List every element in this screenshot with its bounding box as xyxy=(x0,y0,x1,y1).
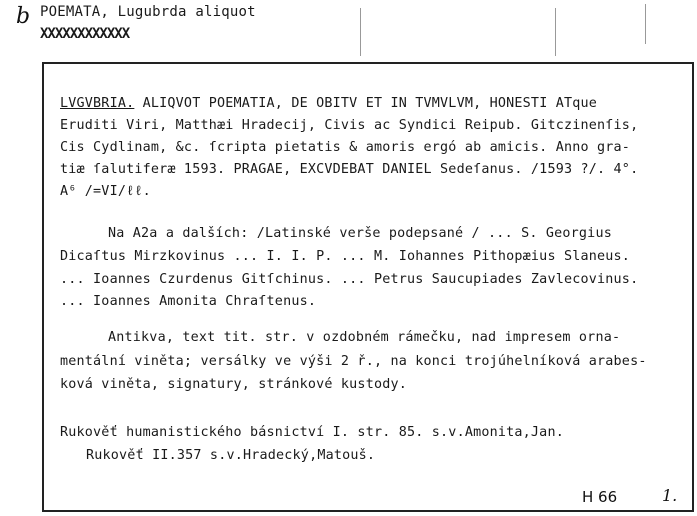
para2-line-2: Dicaſtus Mirzkovinus ... I. I. P. ... M. Iohannes Pithopæius Slaneus. xyxy=(60,249,631,264)
left-border xyxy=(42,62,44,512)
para2-line-1: Na A2a a dalších: /Latinské verše podepsané / ... S. Georgius xyxy=(108,226,612,241)
bottom-border xyxy=(42,510,694,512)
record-line-3: Cis Cydlinam, &c. ſcripta pietatis & amoris ergó ab amicis. Anno gra- xyxy=(60,140,631,155)
para3-line-1: Antikva, text tit. str. v ozdobném rámečku, nad impresem orna- xyxy=(108,330,621,345)
header-title: POEMATA, Lugubrda aliquot xyxy=(40,4,256,20)
reference-1: Rukověť humanistického básnictví I. str. 85. s.v.Amonita,Jan. xyxy=(60,425,564,440)
page-mark: 1. xyxy=(662,486,678,505)
para3-line-3: ková viněta, signatury, stránkové kustody. xyxy=(60,377,407,392)
corner-mark: b xyxy=(16,4,31,29)
top-border xyxy=(42,62,694,64)
faint-mark xyxy=(360,8,361,56)
shelf-mark: H 66 xyxy=(582,488,618,506)
faint-mark xyxy=(645,4,646,44)
record-line-2: Eruditi Viri, Matthæi Hradecij, Civis ac Syndici Reipub. Gitczinenſis, xyxy=(60,118,639,133)
record-line-1-rest: ALIQVOT POEMATIA, DE OBITV ET IN TVMVLVM, HONESTI ATque xyxy=(134,96,598,111)
crossed-out-text: XXXXXXXXXXXX xyxy=(40,26,130,42)
reference-2: Rukověť II.357 s.v.Hradecký,Matouš. xyxy=(86,448,376,463)
para2-line-4: ... Ioannes Amonita Chraſtenus. xyxy=(60,294,317,309)
record-line-4: tiæ ſalutiferæ 1593. PRAGAE, EXCVDEBAT DANIEL Sedeſanus. /1593 ?/. 4°. xyxy=(60,162,639,177)
record-line-5: A⁶ /=VI/ℓℓ. xyxy=(60,184,151,199)
para3-line-2: mentální viněta; versálky ve výši 2 ř., na konci trojúhelníková arabes- xyxy=(60,354,647,369)
para2-line-3: ... Ioannes Czurdenus Gitſchinus. ... Petrus Saucupiades Zavlecovinus. xyxy=(60,272,639,287)
faint-mark xyxy=(555,8,556,56)
right-border xyxy=(692,62,694,512)
record-lead: LVGVBRIA. xyxy=(60,96,135,111)
record-line-1 xyxy=(60,96,597,112)
